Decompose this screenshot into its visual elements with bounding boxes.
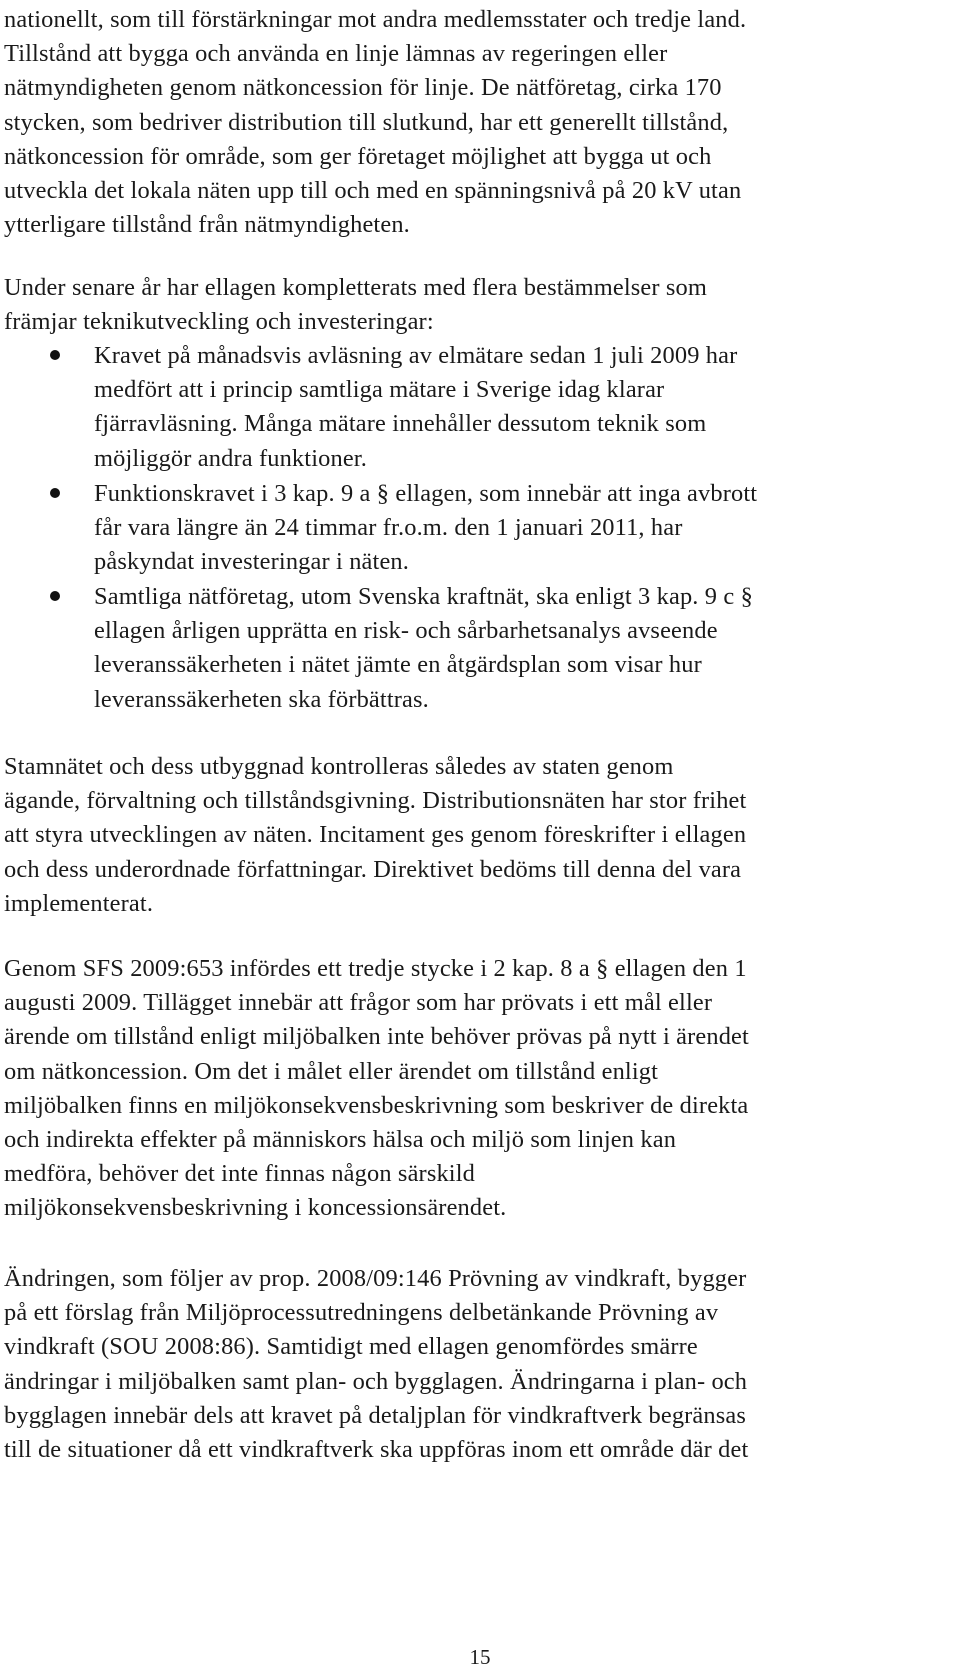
bullet-icon: [50, 350, 60, 360]
bullet-icon: [50, 591, 60, 601]
bullet-text: Funktionskravet i 3 kap. 9 a § ellagen, som innebär att inga avbrott får vara längre än 24 timmar fr.o.m. den 1 januari 2011, har påskyndat investeringar i näten.: [94, 480, 758, 576]
paragraph-concessions: nationellt, som till förstärkningar mot andra medlemsstater och tredje land. Tillstånd att bygga och använda en linje lämnas av regeringen eller nätmyndigheten genom nätkoncession för linje. De nätföretag, cirka 170 stycken, som bedriver distribution till slutkund, har ett generellt tillstånd, nätkoncession för område, som ger företaget möjlighet att bygga ut och utveckla det lokala näten upp till och med en spänningsnivå på 20 kV utan ytterligare tillstånd från nätmyndigheten.: [4, 6, 747, 239]
paragraph-sfs-2009: Genom SFS 2009:653 infördes ett tredje stycke i 2 kap. 8 a § ellagen den 1 augusti 2009. Tillägget innebär att frågor som har prövats i ett mål eller ärende om tillstånd enligt miljöbalken inte behöver prövas på nytt i ärendet om nätkoncession. Om det i målet eller ärendet om tillstånd enligt miljöbalken finns en miljökonsekvensbeskrivning som beskriver de direkta och indirekta effekter på människors hälsa och miljö som linjen kan medföra, behöver det inte finnas någon särskild miljökonsekvensbeskrivning i koncessionsärendet.: [4, 955, 749, 1222]
paragraph-wind-power: Ändringen, som följer av prop. 2008/09:146 Prövning av vindkraft, bygger på ett förslag från Miljöprocessutredningens delbetänkande Prövning av vindkraft (SOU 2008:86). Samtidigt med ellagen genomfördes smärre ändringar i miljöbalken samt plan- och bygglagen. Ändringarna i plan- och bygglagen innebär dels att kravet på detaljplan för vindkraftverk begränsas till de situationer då ett vindkraftverk ska uppföras inom ett område där det: [4, 1265, 749, 1464]
page-number: 15: [469, 1645, 491, 1669]
bullet-text: Kravet på månadsvis avläsning av elmätare sedan 1 juli 2009 har medfört att i princip samtliga mätare i Sverige idag klarar fjärravläsning. Många mätare innehåller dessutom teknik som möjliggör andra funktioner.: [94, 342, 738, 472]
paragraph-amendments-intro: Under senare år har ellagen kompletterats med flera bestämmelser som främjar teknikutveckling och investeringar:: [4, 274, 708, 336]
bullet-icon: [50, 488, 60, 498]
bullet-text: Samtliga nätföretag, utom Svenska kraftnät, ska enligt 3 kap. 9 c § ellagen årligen upprätta en risk- och sårbarhetsanalys avseende leveranssäkerheten i nätet jämte en åtgärdsplan som visar hur leveranssäkerheten ska förbättras.: [94, 583, 753, 713]
paragraph-transmission-grid: Stamnätet och dess utbyggnad kontrolleras således av staten genom ägande, förvaltning och tillståndsgivning. Distributionsnäten har stor frihet att styra utvecklingen av näten. Incitament ges genom föreskrifter i ellagen och dess underordnade författningar. Direktivet bedöms till denna del vara implementerat.: [4, 753, 747, 917]
